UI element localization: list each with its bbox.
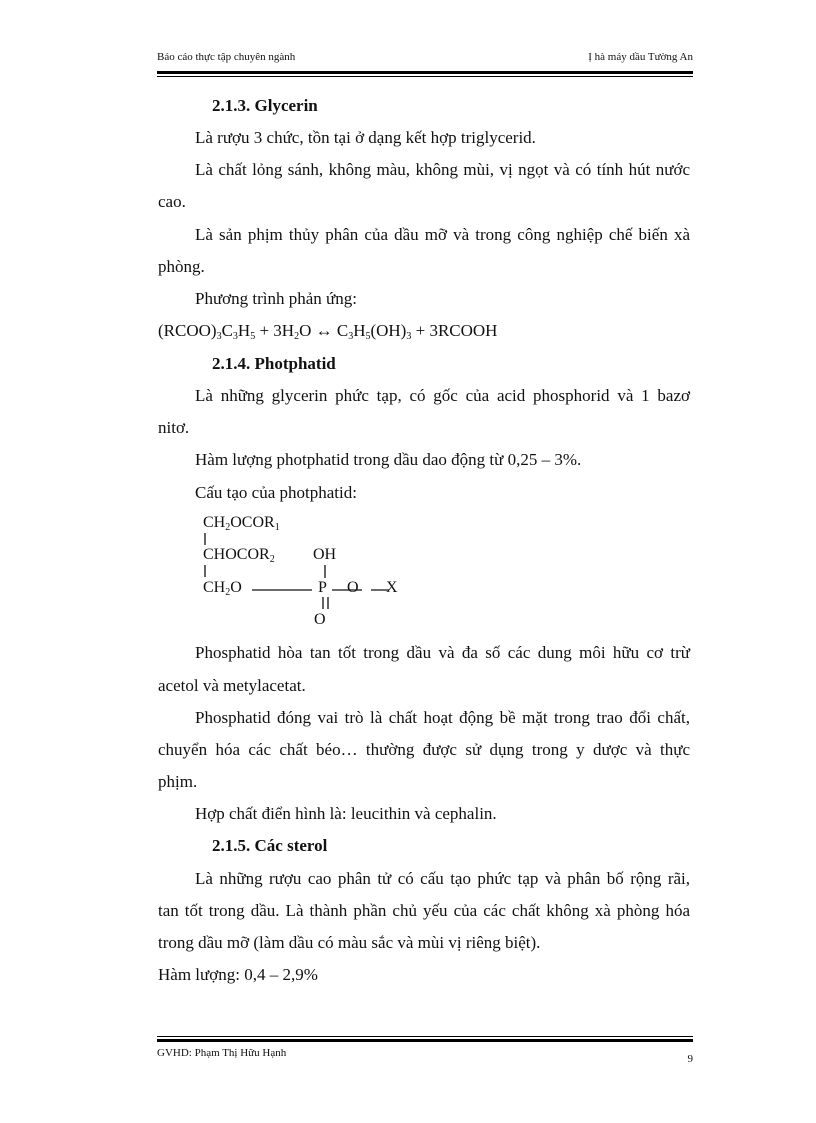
paragraph: Là những rượu cao phân tử có cấu tạo phức tạp và phân bố rộng rãi, [195,869,690,888]
structure-line-1: $CH_2OCOR_1$ [203,514,280,533]
paragraph: nitơ. [158,418,190,437]
paragraph: Là rượu 3 chức, tồn tại ở dạng kết hợp triglycerid. [195,128,536,147]
paragraph: phịm. [158,772,198,791]
paragraph: tan tốt trong dầu. Là thành phần chủ yếu của các chất không xà phòng hóa [158,901,690,920]
paragraph: Phosphatid đóng vai trò là chất hoạt động bề mặt trong trao đổi chất, [195,708,690,727]
paragraph: Cấu tạo của photphatid: [195,483,357,502]
paragraph: Là chất lỏng sánh, không màu, không mùi, vị ngọt và có tính hút nước [195,160,690,179]
structure-line-3: $CH_2O$ [203,579,242,598]
header-rule-thick [157,71,693,74]
structure-oh: OH [313,546,337,563]
paragraph: Là sản phịm thủy phân của dầu mỡ và trong công nghiệp chế biến xà [195,225,690,244]
paragraph: cao. [158,192,186,211]
paragraph: Hàm lượng: 0,4 – 2,9% [158,965,318,984]
paragraph: Là những glycerin phức tạp, có gốc của acid phosphorid và 1 bazơ [195,386,690,405]
structure-x: X [386,579,398,596]
paragraph: Phosphatid hòa tan tốt trong dầu và đa số các dung môi hữu cơ trừ [195,643,690,662]
paragraph: Hợp chất điển hình là: leucithin và cephalin. [195,804,497,823]
footer-rule-thick [157,1039,693,1042]
header-right-text: Ị hà máy dầu Tường An [588,51,693,63]
paragraph: phòng. [158,257,205,276]
structure-phosphorus: P [318,579,327,596]
structure-oxygen: O [347,579,359,596]
section-title-glycerin: 2.1.3. Glycerin [212,96,318,115]
structure-oxygen-double: O [314,611,326,628]
section-title-sterol: 2.1.5. Các sterol [212,836,328,855]
page-header [157,51,693,67]
page-number: 9 [687,1053,693,1065]
paragraph: acetol và metylacetat. [158,676,306,695]
section-title-photphatid: 2.1.4. Photphatid [212,354,336,373]
header-rule-thin [157,76,693,77]
paragraph: Hàm lượng photphatid trong dầu dao động từ 0,25 – 3%. [195,450,582,469]
structure-line-2: $CHOCOR_2$ [203,546,275,565]
paragraph: chuyển hóa các chất béo… thường được sử dụng trong y dược và thực [158,740,690,759]
paragraph: trong dầu mỡ (làm dầu có màu sắc và mùi vị riêng biệt). [158,933,541,952]
footer-rule-thin [157,1036,693,1037]
paragraph: Phương trình phản ứng: [195,289,357,308]
reaction-equation: $(RCOO)_3C_3H_5 + 3H_2O$ ↔ $C_3H_5(OH)_3$ + 3RCOOH [158,321,498,342]
header-left-text: Báo cáo thực tập chuyên ngành [157,51,296,63]
footer-supervisor: GVHD: Phạm Thị Hữu Hạnh [157,1047,287,1059]
